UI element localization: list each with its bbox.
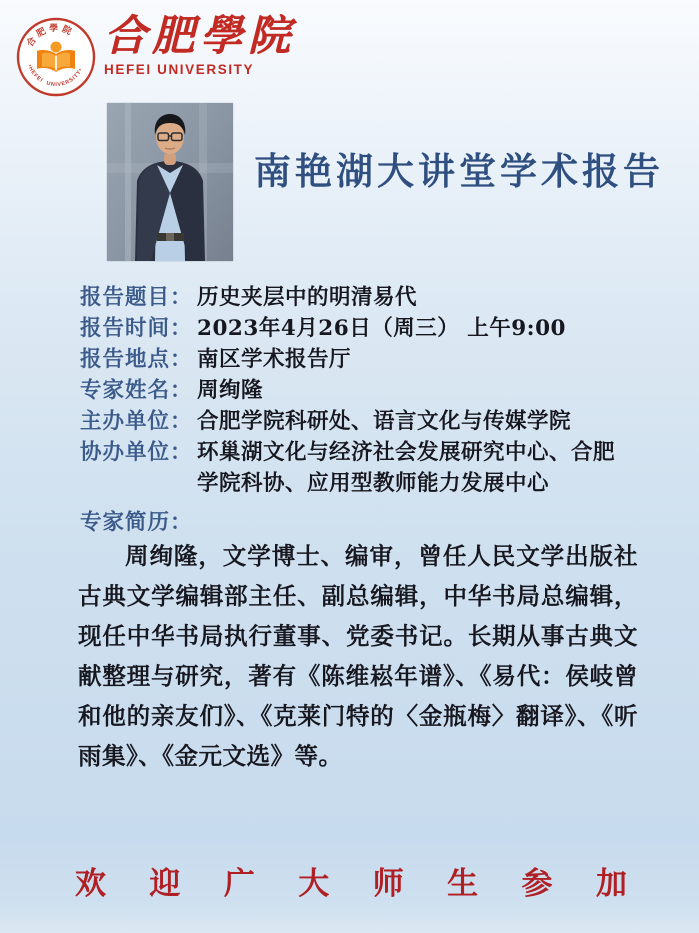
detail-row-location	[80, 344, 636, 375]
detail-label: 主办单位：	[80, 409, 193, 434]
detail-row-topic	[80, 282, 636, 313]
welcome-char: 生	[447, 866, 479, 902]
detail-row-host	[80, 406, 636, 437]
welcome-char: 加	[595, 866, 627, 902]
welcome-char: 欢	[75, 866, 106, 902]
speaker-portrait-icon	[107, 103, 233, 261]
detail-label: 报告题目：	[80, 285, 193, 310]
detail-value: 历史夹层中的明清易代	[197, 285, 418, 310]
detail-value: 2023年4月26日（周三） 上午9:00	[197, 316, 567, 341]
university-wordmark	[104, 12, 296, 77]
lecture-details	[80, 282, 636, 499]
detail-row-cohost	[80, 437, 636, 499]
svg-text:合肥學院: 合肥學院	[25, 23, 76, 49]
speaker-bio-text: 周绚隆，文学博士、编审，曾任人民文学出版社古典文学编辑部主任、副总编辑，中华书局总编辑，现任中华书局执行董事、党委书记。长期从事古典文献整理与研究，著有《陈维崧年谱》、《易代：侯岐曾和他的亲友们》、《克莱门特的〈金瓶梅〉翻译》、《听雨集》、《金元文选》等。	[78, 542, 638, 770]
detail-label: 报告时间：	[80, 316, 193, 341]
page-title: 南艳湖大讲堂学术报告	[254, 149, 664, 193]
welcome-char: 大	[298, 866, 330, 902]
university-seal-icon	[16, 17, 96, 97]
detail-label: 协办单位：	[80, 440, 193, 465]
welcome-char: 参	[521, 866, 553, 902]
detail-value: 周绚隆	[197, 378, 264, 403]
welcome-banner	[75, 858, 627, 903]
detail-row-time	[80, 313, 636, 344]
university-name-zh: 合肥學院	[104, 11, 297, 60]
detail-row-speaker	[80, 375, 636, 406]
svg-text:•HEFEI UNIVERSITY•: •HEFEI UNIVERSITY•	[26, 63, 85, 89]
detail-value: 合肥学院科研处、语言文化与传媒学院	[197, 409, 572, 434]
welcome-char: 广	[223, 866, 255, 902]
detail-label: 专家姓名：	[80, 378, 193, 403]
welcome-char: 师	[372, 866, 404, 902]
detail-label: 报告地点：	[80, 347, 193, 372]
university-seal	[16, 17, 96, 97]
bio-section-label: 专家简历：	[80, 510, 193, 535]
detail-value: 环巢湖文化与经济社会发展研究中心、合肥学院科协、应用型教师能力发展中心	[197, 440, 616, 496]
university-name-en: HEFEI UNIVERSITY	[104, 62, 255, 77]
detail-value: 南区学术报告厅	[197, 347, 352, 372]
speaker-photo	[107, 103, 233, 261]
welcome-char: 迎	[149, 866, 181, 902]
